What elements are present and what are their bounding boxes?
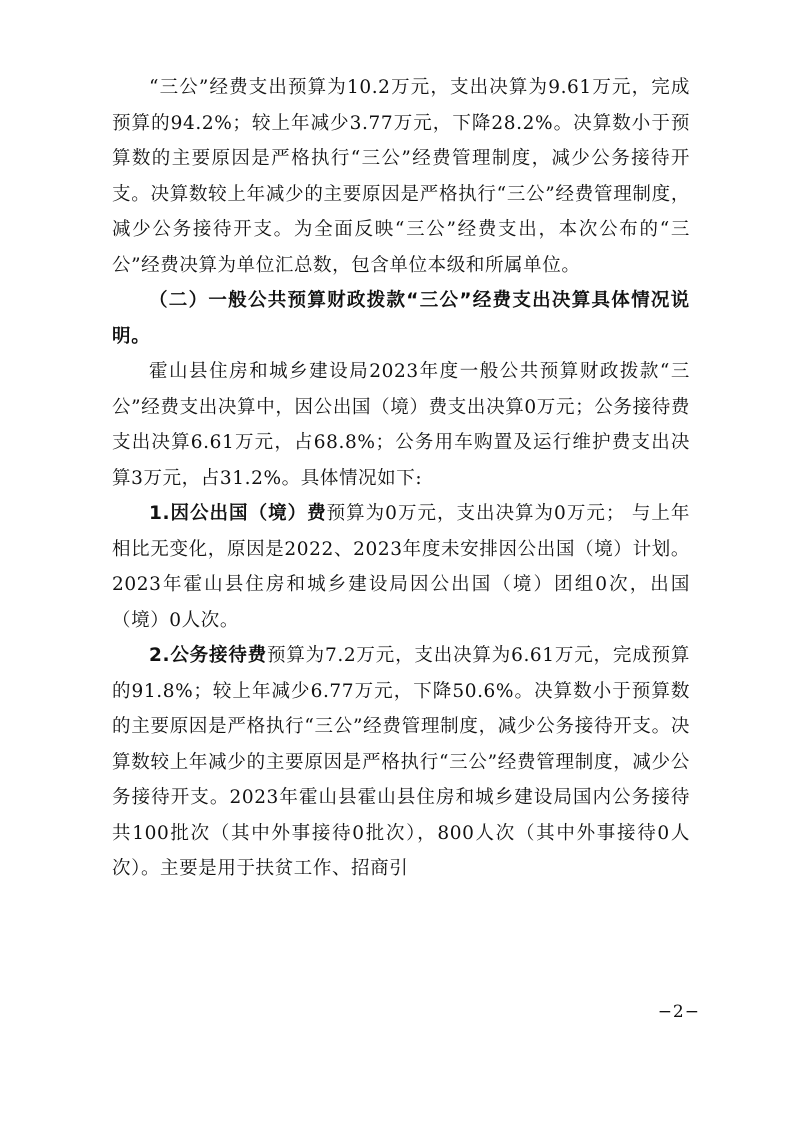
item-overseas-travel-heading: 1.因公出国（境）费 bbox=[149, 503, 327, 524]
item-overseas-travel bbox=[112, 496, 690, 638]
paragraph-expense-summary: “三公”经费支出预算为10.2万元，支出决算为9.61万元，完成预算的94.2%；较上年减少3.77万元，下降28.2%。决算数小于预算数的主要原因是严格执行“三公”经费管理制度，减少公务接待开支。决算数较上年减少的主要原因是严格执行“三公”经费管理制度，减少公务接待开支。为全面反映“三公”经费支出，本次公布的“三公”经费决算为单位汇总数，包含单位本级和所属单位。 bbox=[112, 77, 690, 276]
item-overseas-travel-text: 预算为0万元，支出决算为0万元； 与上年相比无变化，原因是2022、2023年度未安排因公出国（境）计划。2023年霍山县住房和城乡建设局因公出国（境）团组0次，出国（境）0人次。 bbox=[112, 503, 690, 631]
item-official-reception-text: 预算为7.2万元，支出决算为6.61万元，完成预算的91.8%；较上年减少6.77万元，下降50.6%。决算数小于预算数的主要原因是严格执行“三公”经费管理制度，减少公务接待开支。决算数较上年减少的主要原因是严格执行“三公”经费管理制度，减少公务接待开支。2023年霍山县霍山县住房和城乡建设局国内公务接待共100批次（其中外事接待0批次），800人次（其中外事接待0人次）。主要是用于扶贫工作、招商引 bbox=[112, 645, 690, 879]
paragraph-general-budget: 霍山县住房和城乡建设局2023年度一般公共预算财政拨款“三公”经费支出决算中，因公出国（境）费支出决算0万元；公务接待费支出决算6.61万元，占68.8%；公务用车购置及运行维护费支出决算3万元，占31.2%。具体情况如下: bbox=[112, 361, 690, 489]
page-number: −2− bbox=[657, 1002, 700, 1022]
section-heading: （二）一般公共预算财政拨款“三公”经费支出决算具体情况说明。 bbox=[112, 290, 690, 347]
document-body bbox=[112, 70, 690, 887]
item-official-reception bbox=[112, 638, 690, 887]
item-official-reception-heading: 2.公务接待费 bbox=[149, 645, 267, 666]
